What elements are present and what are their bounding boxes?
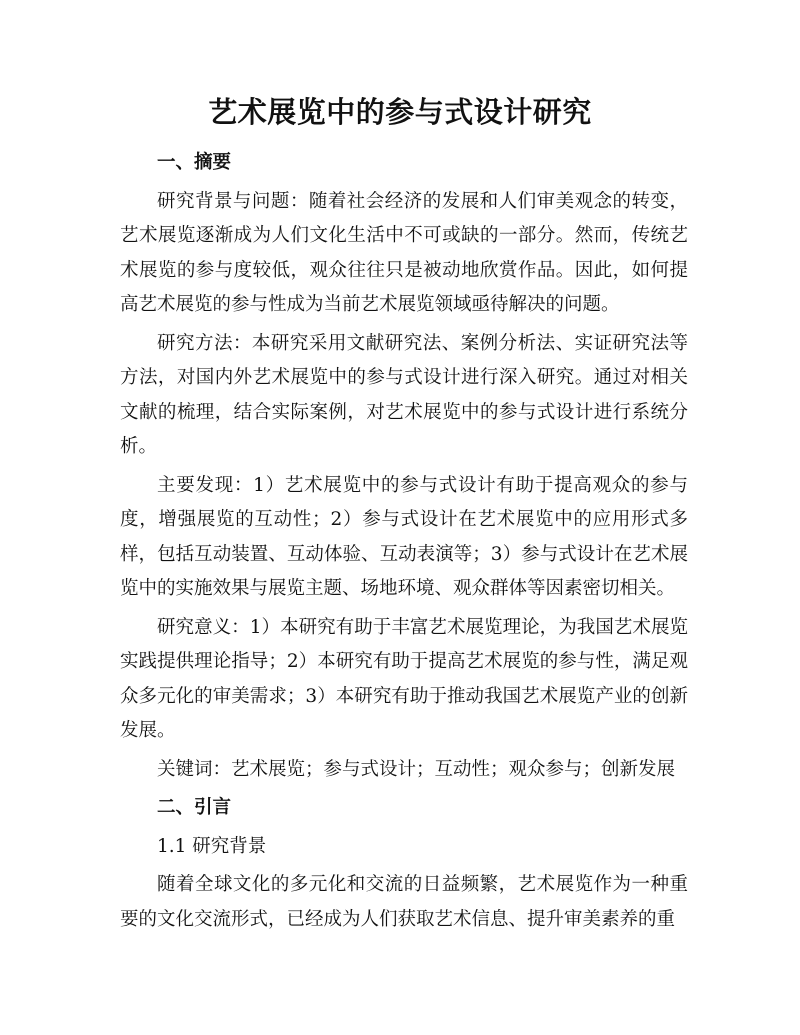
abstract-findings-paragraph: 主要发现：1）艺术展览中的参与式设计有助于提高观众的参与度，增强展览的互动性；2）参与式设计在艺术展览中的应用形式多样，包括互动装置、互动体验、互动表演等；3）参与式设计在艺术展览中的实施效果与展览主题、场地环境、观众群体等因素密切相关。 — [120, 474, 688, 599]
abstract-significance-paragraph: 研究意义：1）本研究有助于丰富艺术展览理论，为我国艺术展览实践提供理论指导；2）本研究有助于提高艺术展览的参与性，满足观众多元化的审美需求；3）本研究有助于推动我国艺术展览产业的创新发展。 — [120, 616, 688, 741]
intro-paragraph: 随着全球文化的多元化和交流的日益频繁，艺术展览作为一种重要的文化交流形式，已经成为人们获取艺术信息、提升审美素养的重 — [120, 874, 688, 930]
intro-subheading: 1.1 研究背景 — [157, 835, 267, 857]
intro-heading: 二、引言 — [157, 797, 232, 818]
keywords-line: 关键词：艺术展览；参与式设计；互动性；观众参与；创新发展 — [157, 758, 676, 780]
document-body — [120, 146, 688, 937]
abstract-heading: 一、摘要 — [157, 152, 232, 173]
abstract-methods-paragraph: 研究方法：本研究采用文献研究法、案例分析法、实证研究法等方法，对国内外艺术展览中的参与式设计进行深入研究。通过对相关文献的梳理，结合实际案例，对艺术展览中的参与式设计进行系统分析。 — [120, 332, 688, 457]
abstract-background-paragraph: 研究背景与问题：随着社会经济的发展和人们审美观念的转变，艺术展览逐渐成为人们文化生活中不可或缺的一部分。然而，传统艺术展览的参与度较低，观众往往只是被动地欣赏作品。因此，如何提高艺术展览的参与性成为当前艺术展览领域亟待解决的问题。 — [120, 190, 688, 315]
document-title: 艺术展览中的参与式设计研究 — [208, 95, 592, 129]
